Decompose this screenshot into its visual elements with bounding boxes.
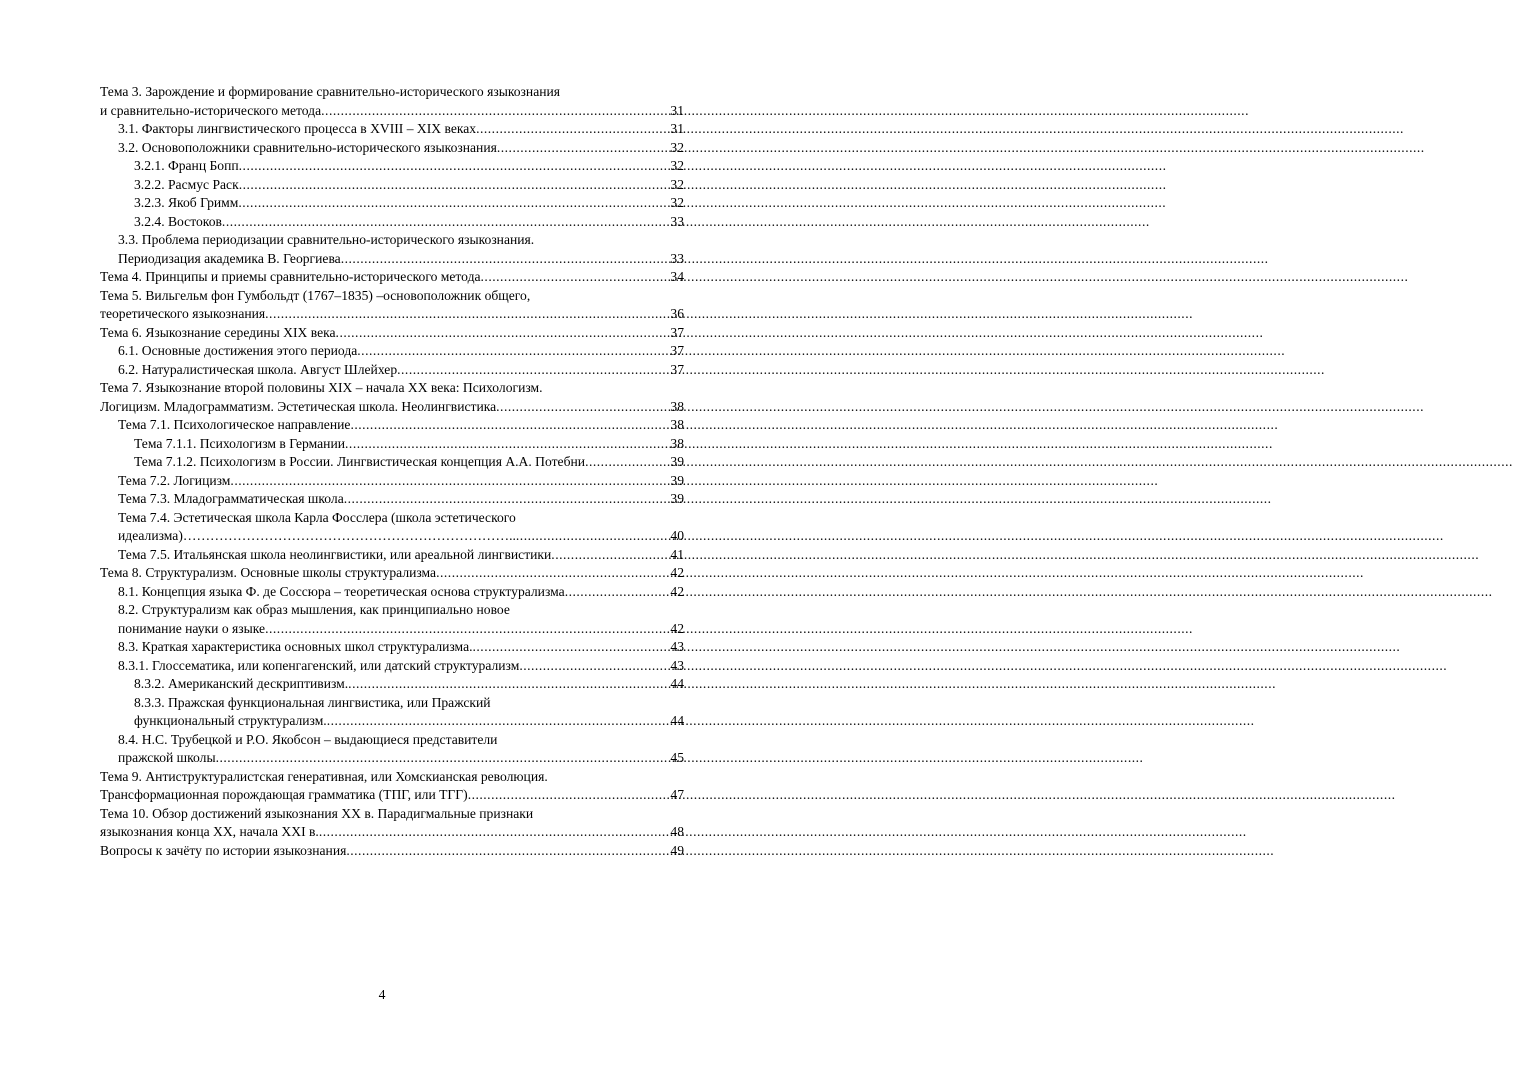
toc-page-number: 42 bbox=[670, 620, 684, 636]
dot-leader bbox=[585, 453, 669, 472]
toc-entry bbox=[100, 435, 684, 454]
toc-page-number: 44 bbox=[670, 676, 684, 691]
dot-leader bbox=[350, 416, 669, 435]
dot-leader bbox=[265, 305, 669, 324]
dot-leader bbox=[476, 120, 669, 139]
toc-entry-leader-line bbox=[118, 361, 684, 380]
toc-entry-leader-line bbox=[118, 120, 684, 139]
toc-entry-title: Вопросы к зачёту по истории языкознания bbox=[100, 842, 347, 858]
toc-page-number: 38 bbox=[670, 435, 684, 451]
toc-entry-text: Тема 3. Зарождение и формирование сравнительно-исторического языкознания bbox=[100, 84, 561, 99]
toc-entry-leader-line bbox=[134, 435, 684, 454]
toc-page-number: 37 bbox=[670, 343, 684, 358]
dot-leader bbox=[344, 490, 670, 509]
dot-leader bbox=[341, 250, 670, 269]
toc-entry-title: 3.1. Факторы лингвистического процесса в XVIII – XIX веках bbox=[118, 121, 477, 136]
toc-page-number: 32 bbox=[670, 158, 684, 173]
toc-entry-text: Тема 9. Антиструктуралистская генеративная, или Хомскианская революция. bbox=[100, 768, 548, 784]
toc-entry bbox=[100, 139, 684, 158]
page-number: 4 bbox=[378, 987, 386, 1002]
toc-entry-text: 8.3.3. Пражская функциональная лингвистика, или Пражский bbox=[134, 694, 491, 710]
toc-entry-text: 8.4. Н.С. Трубецкой и Р.О. Якобсон – выдающиеся представители bbox=[118, 731, 498, 747]
toc-entry-leader-line bbox=[100, 398, 684, 417]
toc-entry-title: Тема 7.1. Психологическое направление bbox=[118, 417, 351, 432]
toc-entry-leader-line bbox=[118, 342, 684, 361]
toc-page-number: 42 bbox=[670, 583, 684, 599]
toc-entry-title: Трансформационная порождающая грамматика (ТПГ, или ТГГ) bbox=[100, 787, 468, 802]
toc-page-number: 38 bbox=[670, 417, 684, 432]
toc-entry-title: пражской школы bbox=[118, 750, 216, 765]
toc-entry-title: 6.1. Основные достижения этого периода bbox=[118, 343, 358, 358]
toc-entry-leader-line bbox=[118, 749, 684, 768]
dot-leader bbox=[336, 324, 670, 343]
toc-entry-leader-line bbox=[100, 564, 684, 583]
toc-page-number: 45 bbox=[670, 750, 684, 765]
toc-entry-leader-line bbox=[118, 490, 684, 509]
toc-page-number: 36 bbox=[670, 306, 684, 321]
dot-leader bbox=[436, 564, 669, 583]
toc-page-number: 38 bbox=[670, 398, 684, 414]
toc-entry bbox=[100, 638, 684, 657]
toc-entry-title: 8.1. Концепция языка Ф. де Соссюра – теоретическая основа структурализма bbox=[118, 583, 565, 599]
toc-entry-text: Тема 7.4. Эстетическая школа Карла Фосслера (школа эстетического bbox=[118, 509, 516, 525]
toc-entry-leader-line bbox=[118, 250, 684, 269]
toc-entry bbox=[100, 379, 684, 416]
toc-entry-leader-line bbox=[118, 139, 684, 158]
toc-entry-leader-line bbox=[134, 194, 684, 213]
toc-page-number: 32 bbox=[670, 139, 684, 155]
dot-leader bbox=[519, 657, 669, 676]
dot-leader bbox=[345, 435, 669, 454]
toc-entry-leader-line bbox=[118, 472, 684, 491]
toc-entry-leader-line bbox=[118, 620, 684, 639]
toc-page-number: 48 bbox=[670, 824, 684, 839]
toc-entry-title: и сравнительно-исторического метода bbox=[100, 102, 322, 118]
dot-leader bbox=[497, 139, 670, 158]
toc-entry-leader-line bbox=[118, 583, 684, 602]
toc-page-number: 37 bbox=[670, 361, 684, 377]
dot-leader bbox=[230, 472, 669, 491]
toc-entry-leader-line bbox=[134, 213, 684, 232]
toc-page-number: 31 bbox=[670, 121, 684, 136]
toc-entry bbox=[100, 694, 684, 731]
toc-entry-text: Тема 5. Вильгельм фон Гумбольдт (1767–1835) –основоположник общего, bbox=[100, 287, 531, 303]
toc-entry-title: идеализма)……………………………………………………………….. bbox=[118, 528, 516, 543]
toc-entry-text: 8.2. Структурализм как образ мышления, как принципиально новое bbox=[118, 602, 510, 617]
toc-entry-leader-line bbox=[100, 268, 684, 287]
dot-leader bbox=[496, 398, 669, 417]
toc-entry-text: Тема 7. Языкознание второй половины XIX – начала XX века: Психологизм. bbox=[100, 380, 543, 395]
toc-page-number: 42 bbox=[670, 565, 684, 580]
toc-entry-leader-line bbox=[134, 453, 684, 472]
toc-page-number: 31 bbox=[670, 102, 684, 118]
toc-entry-title: функциональный структурализм. bbox=[134, 713, 327, 728]
toc-entry bbox=[100, 601, 684, 638]
toc-entry-title: Тема 7.5. Итальянская школа неолингвистики, или ареальной лингвистики bbox=[118, 546, 552, 562]
toc-entry-title: понимание науки о языке bbox=[118, 620, 266, 636]
dot-leader bbox=[239, 157, 670, 176]
dot-leader bbox=[238, 194, 669, 213]
toc-entry-title: Тема 7.2. Логицизм bbox=[118, 472, 231, 488]
toc-entry-title: 3.2. Основоположники сравнительно-исторического языкознания bbox=[118, 139, 497, 155]
dot-leader bbox=[321, 102, 669, 121]
toc-entry bbox=[100, 324, 684, 343]
toc-entry-leader-line bbox=[100, 823, 684, 842]
toc-entry-title: 3.2.3. Якоб Гримм bbox=[134, 195, 239, 210]
dot-leader bbox=[473, 638, 670, 657]
toc-entry-leader-line bbox=[118, 638, 684, 657]
toc-entry-leader-line bbox=[134, 675, 684, 694]
toc-entry-leader-line bbox=[100, 102, 684, 121]
toc-entry-title: 8.3.1. Глоссематика, или копенгагенский, или датский структурализм bbox=[118, 657, 520, 673]
toc-entry-title: 6.2. Натуралистическая школа. Август Шлейхер bbox=[118, 361, 398, 377]
toc-entry bbox=[100, 768, 684, 805]
toc-entry bbox=[100, 416, 684, 435]
toc-page-number: 40 bbox=[670, 528, 684, 543]
toc-entry-title: языкознания конца XX, начала XXI в. bbox=[100, 824, 319, 839]
toc-entry bbox=[100, 213, 684, 232]
toc-entry bbox=[100, 194, 684, 213]
toc-page-number: 34 bbox=[670, 269, 684, 284]
toc-page-number: 44 bbox=[670, 713, 684, 728]
toc-entry-leader-line bbox=[118, 416, 684, 435]
dot-leader bbox=[357, 342, 669, 361]
toc-entry bbox=[100, 472, 684, 491]
toc-entry bbox=[100, 842, 684, 861]
toc-entry bbox=[100, 675, 684, 694]
dot-leader bbox=[348, 675, 669, 694]
toc-entry-text: Тема 10. Обзор достижений языкознания XX в. Парадигмальные признаки bbox=[100, 805, 534, 821]
dot-leader bbox=[346, 842, 669, 861]
toc-entry-leader-line bbox=[100, 842, 684, 861]
toc-entry bbox=[100, 490, 684, 509]
toc-entry-leader-line bbox=[134, 712, 684, 731]
table-of-contents bbox=[100, 83, 684, 860]
toc-entry-leader-line bbox=[118, 657, 684, 676]
toc-entry bbox=[100, 657, 684, 676]
toc-entry-leader-line bbox=[100, 305, 684, 324]
toc-entry-title: 3.2.4. Востоков bbox=[134, 213, 222, 229]
toc-entry bbox=[100, 453, 684, 472]
toc-page-number: 41 bbox=[670, 546, 684, 562]
toc-entry bbox=[100, 509, 684, 546]
toc-entry-title: 3.2.2. Расмус Раск bbox=[134, 176, 239, 192]
dot-leader bbox=[551, 546, 669, 565]
toc-entry-text: 3.3. Проблема периодизации сравнительно-исторического языкознания. bbox=[118, 232, 535, 247]
toc-entry-title: Тема 8. Структурализм. Основные школы структурализма bbox=[100, 565, 437, 580]
dot-leader bbox=[397, 361, 669, 380]
toc-page-number: 32 bbox=[670, 195, 684, 210]
toc-entry-title: Логицизм. Младограмматизм. Эстетическая школа. Неолингвистика bbox=[100, 398, 497, 414]
toc-entry bbox=[100, 287, 684, 324]
dot-leader bbox=[265, 620, 669, 639]
toc-entry bbox=[100, 583, 684, 602]
toc-entry-title: теоретического языкознания bbox=[100, 306, 266, 321]
toc-entry-leader-line bbox=[100, 786, 684, 805]
toc-entry-leader-line bbox=[118, 527, 684, 546]
toc-entry bbox=[100, 268, 684, 287]
dot-leader bbox=[319, 823, 670, 842]
toc-entry-title: 8.3.2. Американский дескриптивизм. bbox=[134, 676, 349, 691]
toc-entry-leader-line bbox=[118, 546, 684, 565]
toc-page-number: 32 bbox=[670, 176, 684, 192]
toc-entry bbox=[100, 361, 684, 380]
dot-leader bbox=[481, 268, 670, 287]
toc-entry-title: Тема 7.1.2. Психологизм в России. Лингвистическая концепция А.А. Потебни bbox=[134, 454, 586, 469]
toc-entry-title: Тема 7.3. Младограмматическая школа bbox=[118, 491, 344, 506]
toc-entry bbox=[100, 176, 684, 195]
toc-entry-leader-line bbox=[134, 157, 684, 176]
toc-entry-leader-line bbox=[100, 324, 684, 343]
toc-page-number: 33 bbox=[670, 213, 684, 229]
toc-entry-title: Периодизация академика В. Георгиева bbox=[118, 250, 341, 266]
toc-entry-title: 8.3. Краткая характеристика основных школ структурализма. bbox=[118, 639, 473, 654]
dot-leader bbox=[216, 749, 670, 768]
dot-leader bbox=[239, 176, 670, 195]
toc-entry bbox=[100, 83, 684, 120]
toc-page-number: 33 bbox=[670, 250, 684, 266]
toc-entry bbox=[100, 157, 684, 176]
toc-entry-title: 3.2.1. Франц Бопп bbox=[134, 158, 239, 173]
toc-page-number: 43 bbox=[670, 639, 684, 654]
toc-page-number: 43 bbox=[670, 657, 684, 673]
toc-entry bbox=[100, 342, 684, 361]
toc-entry-title: Тема 6. Языкознание середины XIX века bbox=[100, 324, 336, 340]
toc-page-number: 39 bbox=[670, 491, 684, 506]
toc-entry bbox=[100, 805, 684, 842]
dot-leader bbox=[468, 786, 670, 805]
toc-entry bbox=[100, 120, 684, 139]
toc-entry-title: Тема 4. Принципы и приемы сравнительно-исторического метода bbox=[100, 269, 481, 284]
toc-page-number: 49 bbox=[670, 842, 684, 858]
toc-page-number: 37 bbox=[670, 324, 684, 340]
toc-page-number: 39 bbox=[670, 454, 684, 469]
toc-page-number: 47 bbox=[670, 787, 684, 802]
dot-leader bbox=[222, 213, 669, 232]
toc-entry bbox=[100, 731, 684, 768]
toc-entry bbox=[100, 231, 684, 268]
toc-entry-leader-line bbox=[134, 176, 684, 195]
toc-entry-title: Тема 7.1.1. Психологизм в Германии bbox=[134, 435, 346, 451]
toc-entry bbox=[100, 546, 684, 565]
dot-leader bbox=[516, 527, 670, 546]
dot-leader bbox=[565, 583, 670, 602]
dot-leader bbox=[327, 712, 670, 731]
toc-entry bbox=[100, 564, 684, 583]
toc-page-number: 39 bbox=[670, 472, 684, 488]
